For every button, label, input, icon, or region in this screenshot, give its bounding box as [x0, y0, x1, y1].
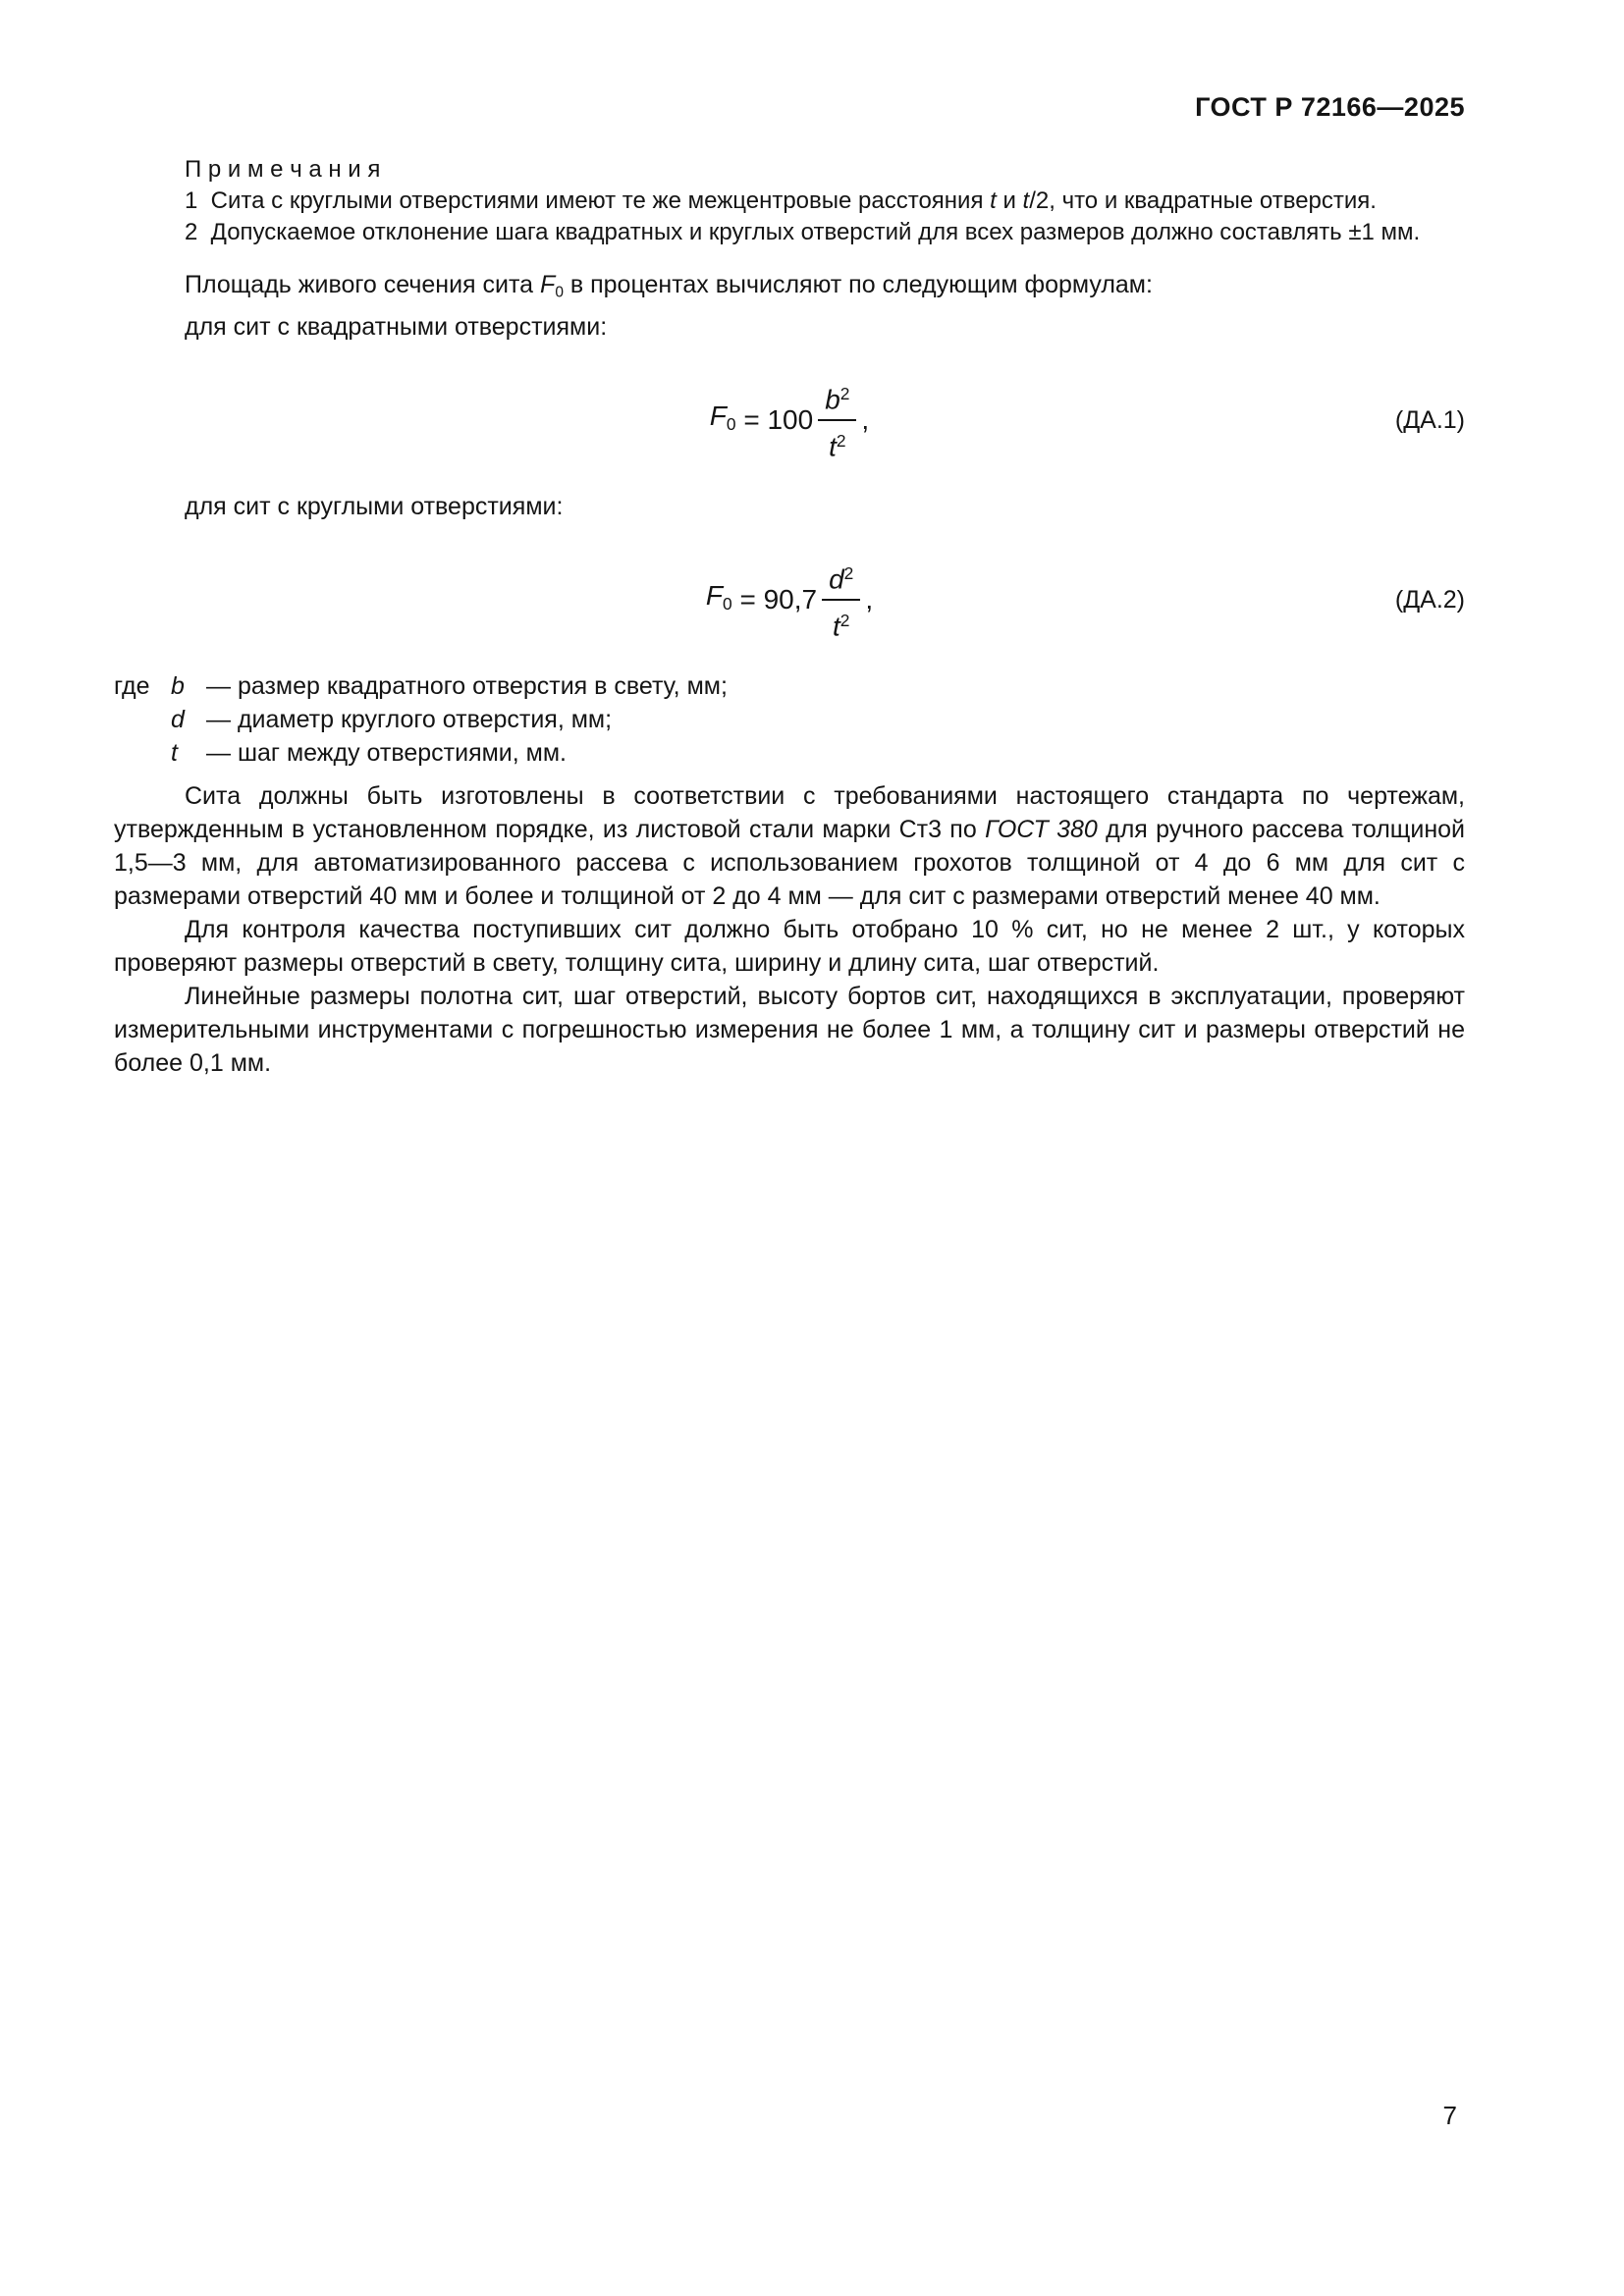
where-intro: где [114, 671, 150, 700]
formula-fraction [822, 557, 860, 644]
fraction-numerator: $d^2$ [822, 557, 860, 602]
formula-trailing-comma: , [865, 584, 874, 615]
where-intro-spacer [114, 736, 171, 770]
round-holes-label: для сит с круглыми отверстиями: [185, 492, 564, 520]
where-var-t: t [171, 738, 178, 767]
equation-number-da2: (ДА.2) [1394, 586, 1465, 614]
paragraph-measurement: Линейные размеры полотна сит, шаг отверстий, высоту бортов сит, находящихся в эксплуатации, проверяют измерительными инструментами с погрешностью измерения не более 1 мм, а толщину сит и размеры отверстий не более 0,1 мм. [114, 982, 1465, 1077]
doc-number: ГОСТ Р 72166—2025 [1195, 92, 1465, 122]
body-paragraphs [114, 779, 1465, 1080]
notes-title: П р и м е ч а н и я [185, 156, 381, 183]
formula-fraction [818, 377, 856, 464]
formula-relation: = 100 [735, 404, 814, 436]
where-definition-b: — размер квадратного отверстия в свету, мм; [206, 671, 728, 700]
paragraph-manufacturing: Сита должны быть изготовлены в соответствии с требованиями настоящего стандарта по чертежам, утвержденным в установленном порядке, из листовой стали марки Ст3 по ГОСТ 380 для ручного рассева толщиной 1,5—3 мм, для автоматизированного рассева с использованием грохотов толщиной от 4 до 6 мм для сит с размерами отверстий 40 мм и более и толщиной от 2 до 4 мм — для сит с размерами отверстий менее 40 мм. [114, 781, 1466, 910]
square-holes-label: для сит с квадратными отверстиями: [185, 312, 608, 341]
fraction-numerator: $b^2$ [818, 377, 856, 422]
formula-intro-text: Площадь живого сечения сита F0 в процентах вычисляют по следующим формулам: [185, 271, 1153, 301]
formula-da1-expression [710, 377, 869, 464]
where-row-b [114, 669, 1465, 703]
notes-block [114, 154, 1465, 248]
note-item-1: 1 Сита с круглыми отверстиями имеют те же межцентровые расстояния t и t/2, что и квадратные отверстия. [185, 187, 1377, 214]
where-var-b: b [171, 671, 185, 700]
formula-da2-expression [706, 557, 873, 644]
fraction-denominator: $t^2$ [829, 431, 846, 462]
document-header [114, 90, 1465, 125]
where-definition-t: — шаг между отверстиями, мм. [206, 738, 567, 767]
fraction-denominator: $t^2$ [832, 611, 850, 642]
where-definition-d: — диаметр круглого отверстия, мм; [206, 705, 613, 733]
note-item-2: 2 Допускаемое отклонение шага квадратных и круглых отверстий для всех размеров должно составлять ±1 мм. [185, 219, 1421, 245]
paragraph-quality-control: Для контроля качества поступивших сит должно быть отобрано 10 % сит, но не менее 2 шт., у которых проверяют размеры отверстий в свету, толщину сита, ширину и длину сита, шаг отверстий. [114, 915, 1465, 977]
formula-da1 [114, 377, 1465, 464]
formula-da2 [114, 557, 1465, 644]
where-intro-spacer [114, 703, 171, 736]
page-number: 7 [1442, 2101, 1457, 2130]
formula-trailing-comma: , [861, 404, 870, 436]
where-row-d [114, 703, 1465, 736]
formula-lhs: F0 [705, 580, 732, 614]
equation-number-da1: (ДА.1) [1394, 406, 1465, 435]
where-row-t [114, 736, 1465, 770]
formula-relation: = 90,7 [731, 584, 818, 615]
where-list [114, 669, 1465, 770]
formula-lhs: F0 [709, 400, 736, 435]
where-var-d: d [171, 705, 185, 733]
